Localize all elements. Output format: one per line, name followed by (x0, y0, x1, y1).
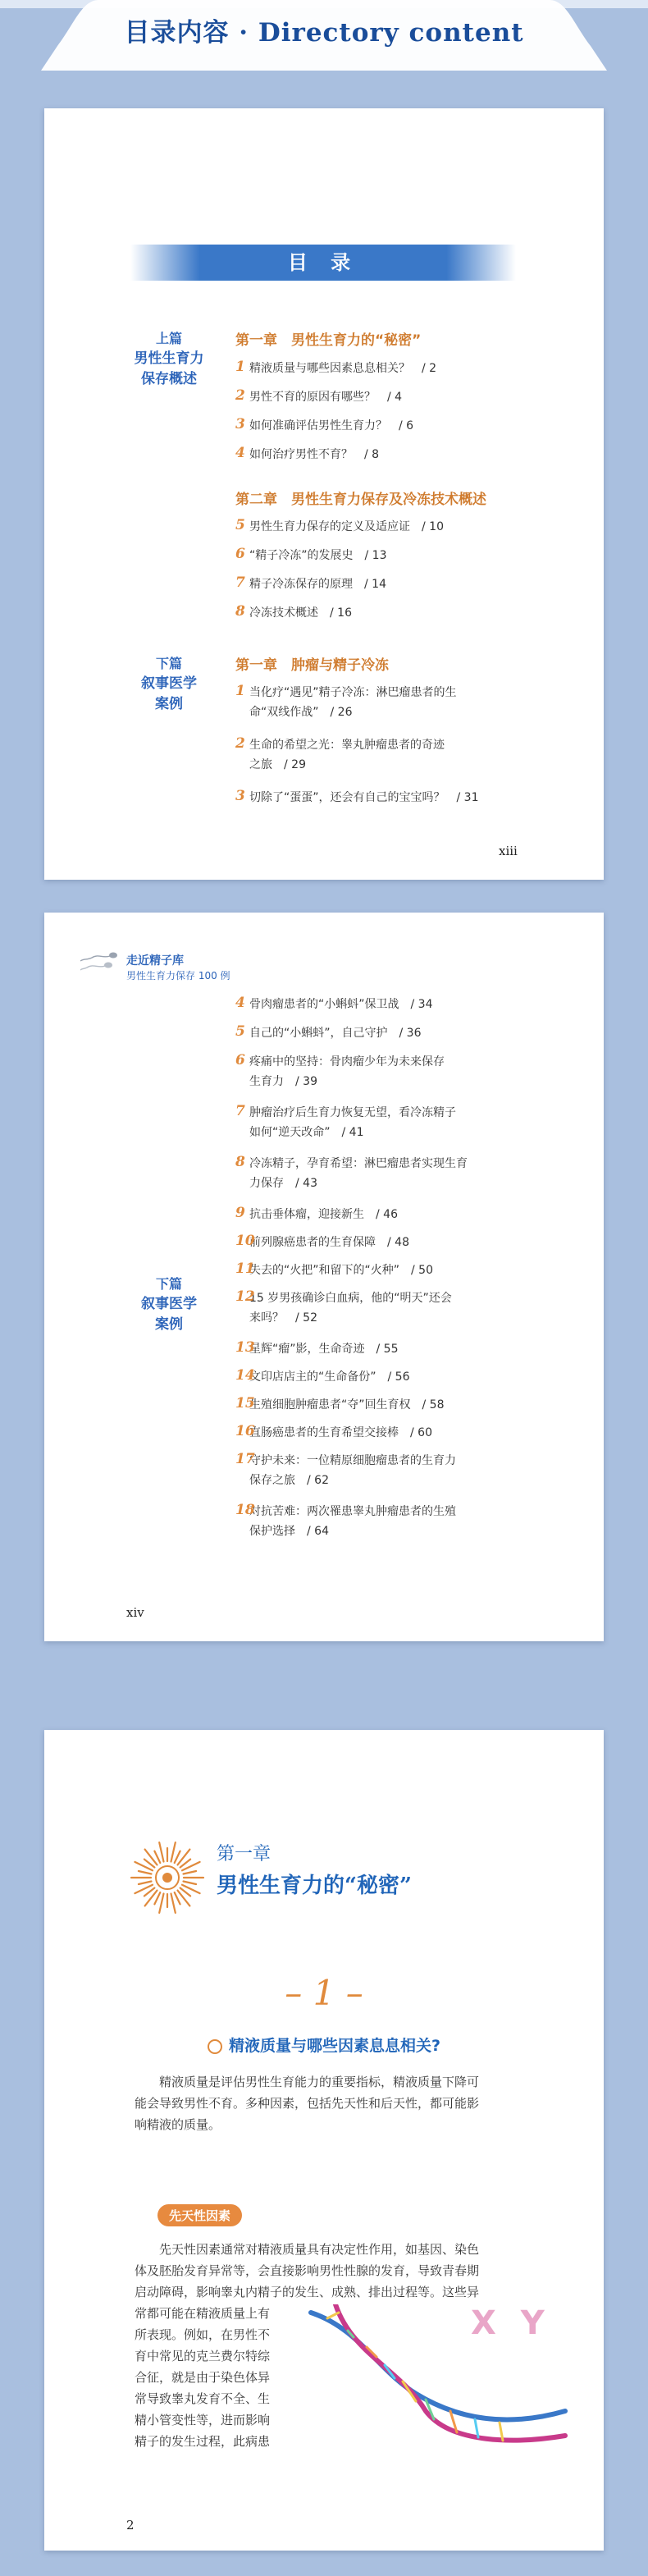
part-lower-title-line1: 叙事医学 (141, 1296, 197, 1312)
intro-line: 能会导致男性不育。多种因素，包括先天性和后天性，都可能影 (135, 2096, 480, 2111)
toc-entry[interactable] (235, 1103, 531, 1142)
sunburst-ray (154, 1892, 160, 1904)
toc-entry[interactable] (235, 683, 531, 722)
sunburst-ray (154, 1851, 160, 1863)
entry-text: 切除了“蛋蛋”，还会有自己的宝宝吗？ / 31 (249, 791, 479, 804)
congenital-factors-tag: 先天性因素 (157, 2204, 242, 2226)
toc-entry[interactable] (235, 1205, 531, 1224)
body-paragraph (135, 2239, 527, 2303)
entry-text-line1: 冷冻精子，孕育希望：淋巴瘤患者实现生育 (249, 1157, 468, 1170)
running-header (126, 952, 230, 982)
entry-number: 17 (235, 1451, 255, 1467)
entry-number: 9 (235, 1205, 245, 1221)
entry-number: 5 (235, 517, 245, 533)
entry-number: 7 (235, 574, 245, 591)
sunburst-ray (159, 1842, 163, 1861)
body-line: 常导致睾丸发育不全、生 (135, 2391, 271, 2406)
entry-number: 18 (235, 1502, 255, 1518)
entry-text: 男性生育力保存的定义及适应证 / 10 (249, 520, 444, 533)
entry-text-line2: 力保存 / 43 (249, 1177, 317, 1190)
part-lower-label: 下篇 (155, 656, 182, 671)
entry-text-line1: 生命的希望之光：睾丸肿瘤患者的奇迹 (249, 739, 445, 752)
part-upper-title-line2: 保存概述 (141, 371, 197, 387)
body-line: 先天性因素通常对精液质量具有决定性作用，如基因、染色 (159, 2242, 480, 2257)
sunburst-ray (159, 1894, 163, 1913)
entry-text: 骨肉瘤患者的“小蝌蚪”保卫战 / 34 (249, 998, 433, 1011)
entry-number: 3 (235, 416, 245, 432)
toc-entry[interactable] (235, 1288, 531, 1328)
entry-text-line2: 来吗？ / 52 (249, 1311, 317, 1325)
entry-number: 4 (235, 445, 245, 461)
entry-text: 直肠癌患者的生育希望交接棒 / 60 (249, 1426, 432, 1439)
entry-text-line1: 15 岁男孩确诊白血病，他的“明天”还会 (249, 1292, 452, 1305)
entry-text: 精液质量与哪些因素息息相关？ / 2 (249, 362, 437, 375)
entry-text: 男性不育的原因有哪些？ / 4 (249, 391, 403, 404)
toc-header-text: 目 录 (287, 251, 359, 274)
toc-entry[interactable] (235, 1261, 531, 1280)
entry-number: 1 (235, 359, 245, 375)
body-line: 所表现。例如，在男性不 (135, 2327, 271, 2342)
section-title (44, 2034, 604, 2056)
part-lower-title-line1: 叙事医学 (141, 675, 197, 692)
entry-number: 6 (235, 1052, 245, 1068)
toc-entry[interactable] (235, 1052, 531, 1091)
toc-entry[interactable] (235, 416, 531, 436)
entry-number: 1 (235, 683, 245, 699)
sunburst-ray (175, 1851, 180, 1863)
entry-text-line2: 保护选择 / 64 (249, 1525, 329, 1538)
toc-entry[interactable] (235, 788, 580, 808)
entry-text: 如何准确评估男性生育力？ / 6 (249, 419, 414, 432)
body-line: 体及胚胎发育异常等，会直接影响男性性腺的发育，导致青春期 (135, 2263, 480, 2278)
toc-header (130, 245, 516, 281)
entry-text-line2: 保存之旅 / 62 (249, 1474, 329, 1487)
page-number: xiii (499, 844, 518, 858)
search-icon (208, 2039, 222, 2054)
toc-entry[interactable] (235, 445, 531, 464)
sunburst-ray (139, 1882, 152, 1885)
toc-chapter-1-title[interactable]: 第一章 男性生育力的“秘密” (235, 332, 422, 349)
body-line: 育中常见的克兰费尔特综 (135, 2349, 271, 2363)
toc-entry[interactable] (235, 359, 531, 378)
part-upper (120, 328, 218, 390)
entry-text: 自己的“小蝌蚪”，自己守护 / 36 (249, 1027, 422, 1040)
entry-number: 2 (235, 735, 245, 752)
entry-text: 抗击垂体瘤，迎接新生 / 46 (249, 1208, 398, 1221)
entry-text-line1: 当化疗“遇见”精子冷冻：淋巴瘤患者的生 (249, 686, 457, 699)
entry-text: 生殖细胞肿瘤患者“夺”回生育权 / 58 (249, 1398, 445, 1412)
entry-text: 前列腺癌患者的生育保障 / 48 (249, 1236, 409, 1249)
entry-text-line1: 守护未来：一位精原细胞瘤患者的生育力 (249, 1454, 456, 1467)
entry-number: 7 (235, 1103, 245, 1119)
intro-line: 响精液的质量。 (135, 2117, 221, 2132)
page-number: xiv (126, 1605, 144, 1620)
toc-entry[interactable] (235, 995, 531, 1014)
part-upper-title-line1: 男性生育力 (134, 350, 204, 367)
entry-number: 6 (235, 546, 245, 562)
entry-number: 12 (235, 1288, 255, 1305)
toc-entry[interactable] (235, 1233, 531, 1252)
entry-text: 失去的“火把”和留下的“火种” / 50 (249, 1264, 433, 1277)
entry-text: 冷冻技术概述 / 16 (249, 606, 352, 620)
entry-number: 4 (235, 995, 245, 1011)
entry-text: “精子冷冻”的发展史 / 13 (249, 549, 387, 562)
toc-entry[interactable] (235, 1451, 531, 1490)
running-header-subtitle: 男性生育力保存 100 例 (126, 970, 230, 981)
chapter-page (44, 1730, 604, 2551)
body-line: 精小管变性等，进而影响 (135, 2413, 271, 2427)
sunburst-ray (184, 1871, 197, 1874)
sunburst-ray (184, 1882, 197, 1885)
entry-number: 11 (235, 1261, 255, 1277)
entry-number: 14 (235, 1367, 255, 1384)
entry-number: 16 (235, 1423, 255, 1439)
entry-text: 如何治疗男性不育？ / 8 (249, 448, 380, 461)
entry-number: 15 (235, 1395, 255, 1412)
entry-number: 3 (235, 788, 245, 804)
entry-text: 精子冷冻保存的原理 / 14 (249, 578, 386, 591)
entry-text-line2: 如何“逆天改命” / 41 (249, 1126, 364, 1139)
entry-text-line1: 肿瘤治疗后生育力恢复无望，看冷冻精子 (249, 1106, 456, 1119)
toc-entry[interactable] (235, 735, 531, 775)
sunburst-ray (171, 1842, 176, 1861)
toc-entry[interactable] (235, 603, 531, 623)
entry-text: 星辉“瘤”影，生命奇迹 / 55 (249, 1343, 399, 1356)
chromosome-xy-label: X Y (471, 2304, 551, 2342)
part-lower-label: 下篇 (155, 1276, 182, 1292)
part-lower-title-line2: 案例 (155, 1316, 183, 1333)
entry-text-line1: 疼痛中的坚持：骨肉瘤少年为未来保存 (249, 1055, 445, 1068)
toc-entry[interactable] (235, 1339, 531, 1359)
entry-number: 10 (235, 1233, 255, 1249)
toc-entry[interactable] (235, 574, 531, 594)
banner-title: 目录内容 · Directory content (124, 18, 524, 48)
toc-entry[interactable] (235, 1023, 531, 1043)
sunburst-icon (126, 1837, 208, 1919)
toc-chapter-3-title[interactable]: 第一章 肿瘤与精子冷冻 (235, 657, 389, 674)
entry-number: 8 (235, 1154, 245, 1170)
entry-text: 文印店店主的“生命备份” / 56 (249, 1370, 410, 1384)
toc-entry[interactable] (235, 517, 531, 537)
toc-chapter-2-title[interactable]: 第二章 男性生育力保存及冷冻技术概述 (235, 492, 486, 508)
toc-entry[interactable] (235, 1395, 531, 1415)
page-number: 2 (126, 2518, 135, 2533)
entry-text-line2: 生育力 / 39 (249, 1075, 317, 1088)
sperm-icon (80, 950, 121, 973)
body-line: 合征，就是由于染色体异 (135, 2370, 271, 2385)
toc-entry[interactable] (235, 1423, 531, 1443)
part-upper-label: 上篇 (155, 331, 182, 346)
sunburst-ray (171, 1894, 176, 1913)
toc-entry[interactable] (235, 1367, 531, 1387)
toc-entry[interactable] (235, 387, 531, 407)
entry-number: 13 (235, 1339, 255, 1356)
entry-number: 8 (235, 603, 245, 620)
body-line: 常都可能在精液质量上有 (135, 2306, 271, 2321)
sunburst-ray (139, 1871, 152, 1874)
body-line: 启动障碍，影响睾丸内精子的发生、成熟、排出过程等。这些异 (135, 2285, 480, 2299)
toc-page (44, 108, 604, 880)
part-lower-title-line2: 案例 (155, 696, 183, 712)
chapter-heading (217, 1840, 412, 1899)
part-lower (120, 653, 218, 715)
body-line: 精子的发生过程，此病患 (135, 2434, 271, 2449)
toc-page-continued (44, 913, 604, 1641)
toc-entry[interactable] (235, 1154, 531, 1193)
intro-line: 精液质量是评估男性生育能力的重要指标，精液质量下降可 (159, 2075, 480, 2089)
toc-entry[interactable] (235, 1502, 531, 1541)
entry-number: 5 (235, 1023, 245, 1040)
section-number: – 1 – (285, 1973, 363, 2013)
chapter-title: 男性生育力的“秘密” (217, 1874, 412, 1898)
body-paragraph-narrow (135, 2303, 294, 2452)
entry-text-line2: 之旅 / 29 (249, 758, 306, 771)
intro-paragraph (135, 2071, 527, 2135)
entry-text-line2: 命“双线作战” / 26 (249, 706, 353, 719)
entry-text-line1: 对抗苦难：两次罹患睾丸肿瘤患者的生殖 (249, 1505, 456, 1518)
section-title-text: 精液质量与哪些因素息息相关? (228, 2037, 441, 2055)
running-header-title: 走近精子库 (126, 954, 184, 968)
toc-entry[interactable] (235, 546, 531, 565)
entry-number: 2 (235, 387, 245, 404)
sunburst-ray (175, 1892, 180, 1904)
part-lower (120, 1274, 218, 1335)
chapter-label: 第一章 (217, 1844, 272, 1865)
